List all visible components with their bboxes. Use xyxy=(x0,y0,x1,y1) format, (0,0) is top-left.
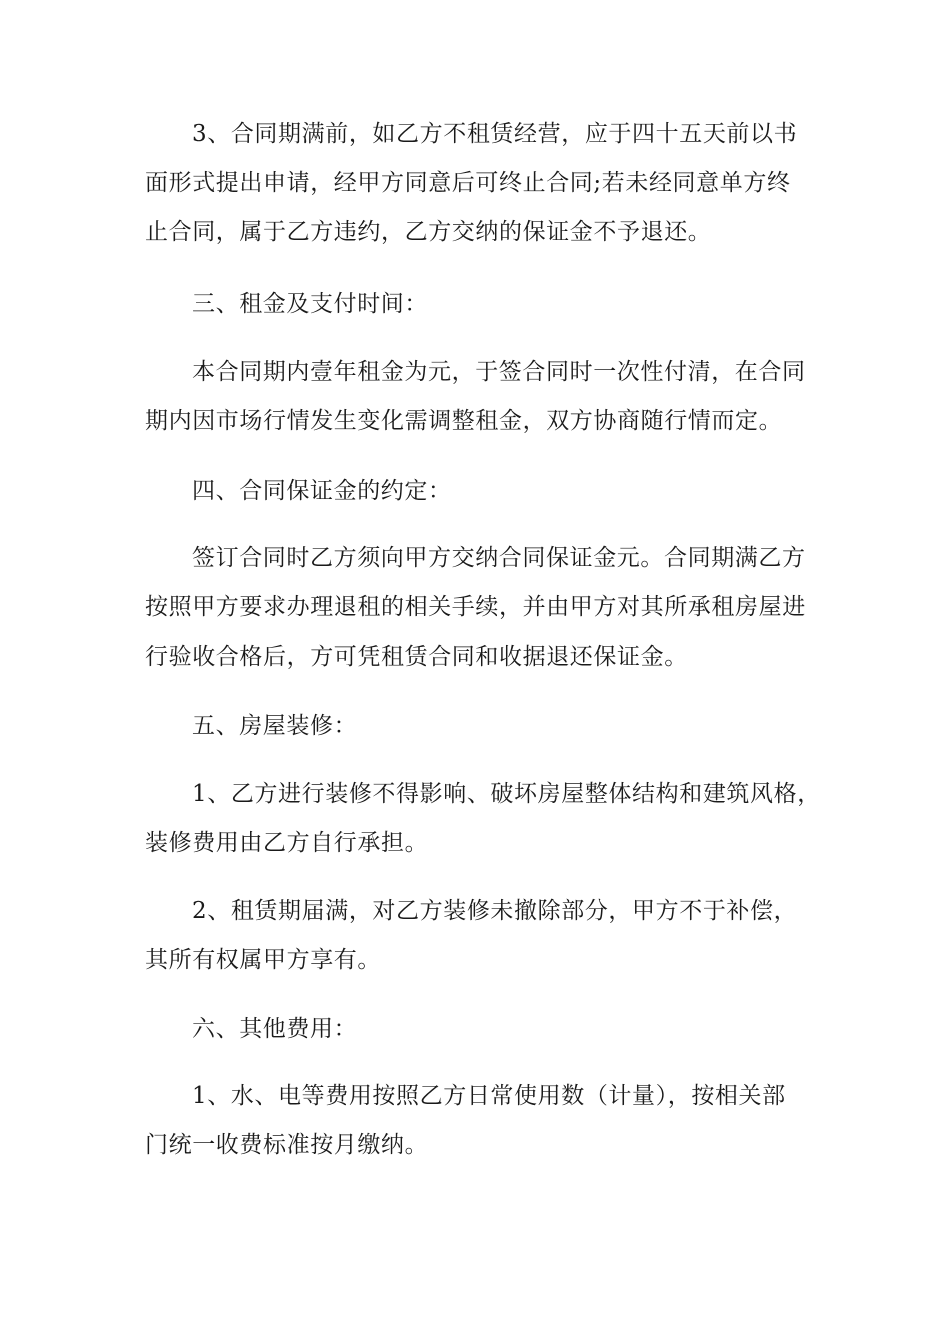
renovation-item-2-line-2: 其所有权属甲方享有。 xyxy=(145,947,381,973)
rent-paragraph-line-2: 期内因市场行情发生变化需调整租金，双方协商随行情而定。 xyxy=(145,408,783,434)
deposit-paragraph-line-2: 按照甲方要求办理退租的相关手续，并由甲方对其所承租房屋进 xyxy=(145,594,806,620)
renovation-item-1-line-1: 1、乙方进行装修不得影响、破坏房屋整体结构和建筑风格， xyxy=(192,781,821,807)
fees-item-1-line-1: 1、水、电等费用按照乙方日常使用数（计量），按相关部 xyxy=(192,1083,786,1109)
renovation-item-1-line-2: 装修费用由乙方自行承担。 xyxy=(145,830,429,856)
section-renovation-heading: 五、房屋装修： xyxy=(192,713,358,739)
clause-3-line-1: 3、合同期满前，如乙方不租赁经营，应于四十五天前以书 xyxy=(192,121,798,147)
deposit-paragraph-line-3: 行验收合格后，方可凭租赁合同和收据退还保证金。 xyxy=(145,644,688,670)
section-rent-heading: 三、租金及支付时间： xyxy=(192,291,428,317)
section-deposit-heading: 四、合同保证金的约定： xyxy=(192,478,452,504)
clause-3-line-3: 止合同，属于乙方违约，乙方交纳的保证金不予退还。 xyxy=(145,219,712,245)
renovation-item-2-line-1: 2、租赁期届满，对乙方装修未撤除部分，甲方不于补偿， xyxy=(192,898,798,924)
deposit-paragraph-line-1: 签订合同时乙方须向甲方交纳合同保证金元。合同期满乙方 xyxy=(192,545,806,571)
rent-paragraph-line-1: 本合同期内壹年租金为元，于签合同时一次性付清，在合同 xyxy=(192,359,806,385)
clause-3-line-2: 面形式提出申请，经甲方同意后可终止合同;若未经同意单方终 xyxy=(145,170,791,196)
section-other-fees-heading: 六、其他费用： xyxy=(192,1016,358,1042)
fees-item-1-line-2: 门统一收费标准按月缴纳。 xyxy=(145,1132,429,1158)
